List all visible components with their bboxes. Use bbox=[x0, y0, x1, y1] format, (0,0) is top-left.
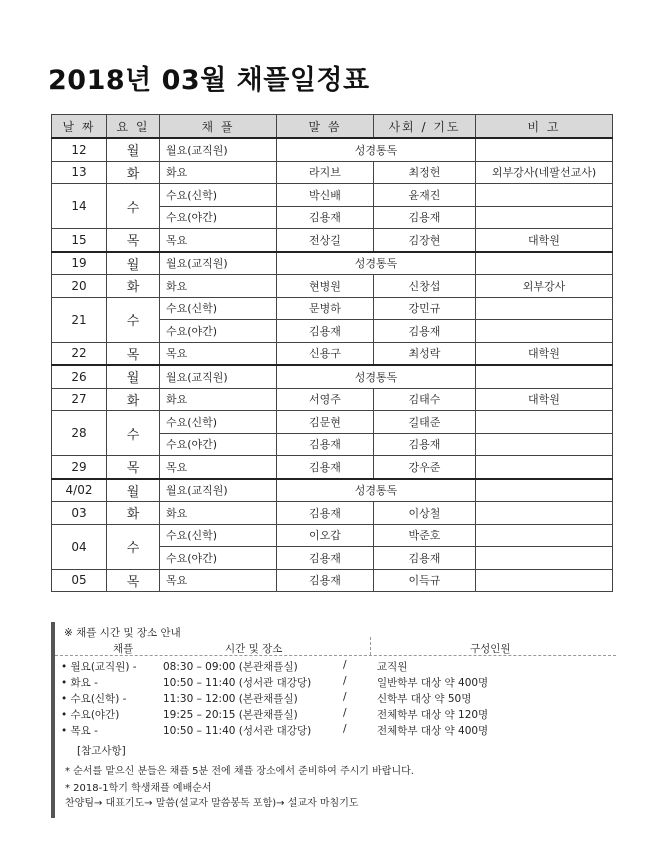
chapel-cell: 월요(교직원) bbox=[160, 138, 277, 161]
chapel-cell: 화요 bbox=[160, 275, 277, 298]
chapel-schedule-table bbox=[51, 114, 613, 592]
leader-cell: 김태수 bbox=[374, 388, 476, 411]
day-cell: 화 bbox=[107, 502, 160, 525]
speaker-cell: 김용재 bbox=[277, 502, 374, 525]
day-cell: 화 bbox=[107, 275, 160, 298]
speaker-cell: 문병하 bbox=[277, 297, 374, 320]
date-cell: 22 bbox=[52, 342, 107, 365]
speaker-cell: 김용재 bbox=[277, 433, 374, 456]
guide-chapel-label: • 화요 - bbox=[61, 677, 98, 689]
chapel-cell: 목요 bbox=[160, 456, 277, 479]
guide-col-time: 시간 및 장소 bbox=[225, 643, 283, 655]
table-row bbox=[52, 411, 613, 434]
chapel-cell: 화요 bbox=[160, 502, 277, 525]
leader-cell: 강우준 bbox=[374, 456, 476, 479]
table-row bbox=[52, 569, 613, 592]
guide-members: 전체학부 대상 약 120명 bbox=[377, 709, 489, 721]
date-cell: 4/02 bbox=[52, 479, 107, 502]
table-row bbox=[52, 138, 613, 161]
reference-title: [참고사항] bbox=[77, 745, 126, 757]
reference-note: 찬양팀→ 대표기도→ 말씀(설교자 말씀봉독 포함)→ 설교자 마침기도 bbox=[65, 798, 359, 809]
date-cell: 14 bbox=[52, 184, 107, 229]
date-cell: 05 bbox=[52, 569, 107, 592]
remark-cell bbox=[476, 411, 613, 434]
chapel-guide-box bbox=[51, 622, 616, 818]
date-cell: 19 bbox=[52, 252, 107, 275]
guide-chapel-label: • 수요(신학) - bbox=[61, 693, 127, 705]
remark-cell bbox=[476, 547, 613, 570]
leader-cell: 최정헌 bbox=[374, 161, 476, 184]
guide-chapel-label: • 목요 - bbox=[61, 725, 98, 737]
leader-cell: 길태준 bbox=[374, 411, 476, 434]
leader-cell: 강민규 bbox=[374, 297, 476, 320]
leader-cell: 윤재진 bbox=[374, 184, 476, 207]
table-row bbox=[52, 524, 613, 547]
remark-cell: 외부강사 bbox=[476, 275, 613, 298]
header-date: 날 짜 bbox=[52, 115, 107, 139]
date-cell: 29 bbox=[52, 456, 107, 479]
chapel-cell: 월요(교직원) bbox=[160, 365, 277, 388]
guide-slash: / bbox=[343, 707, 347, 719]
guide-time-place: 08:30 – 09:00 (본관채플실) bbox=[163, 661, 298, 673]
table-row bbox=[52, 342, 613, 365]
day-cell: 목 bbox=[107, 569, 160, 592]
guide-members: 전체학부 대상 약 400명 bbox=[377, 725, 489, 737]
speaker-cell: 김용재 bbox=[277, 569, 374, 592]
bible-reading-cell: 성경통독 bbox=[277, 479, 476, 502]
remark-cell bbox=[476, 524, 613, 547]
chapel-cell: 수요(신학) bbox=[160, 297, 277, 320]
day-cell: 목 bbox=[107, 342, 160, 365]
guide-time-place: 19:25 – 20:15 (본관채플실) bbox=[163, 709, 298, 721]
chapel-cell: 수요(야간) bbox=[160, 320, 277, 343]
remark-cell: 대학원 bbox=[476, 388, 613, 411]
chapel-cell: 월요(교직원) bbox=[160, 479, 277, 502]
header-day: 요 일 bbox=[107, 115, 160, 139]
guide-col-members: 구성인원 bbox=[470, 643, 511, 655]
guide-column-header bbox=[55, 641, 616, 656]
remark-cell: 대학원 bbox=[476, 342, 613, 365]
table-row bbox=[52, 229, 613, 252]
chapel-cell: 월요(교직원) bbox=[160, 252, 277, 275]
date-cell: 12 bbox=[52, 138, 107, 161]
day-cell: 목 bbox=[107, 229, 160, 252]
day-cell: 수 bbox=[107, 184, 160, 229]
leader-cell: 이상철 bbox=[374, 502, 476, 525]
remark-cell bbox=[476, 252, 613, 275]
remark-cell bbox=[476, 184, 613, 207]
leader-cell: 이득규 bbox=[374, 569, 476, 592]
date-cell: 03 bbox=[52, 502, 107, 525]
reference-note: * 순서를 맡으신 분들은 채플 5분 전에 채플 장소에서 준비하여 주시기 바랍니다. bbox=[65, 766, 414, 777]
guide-slash: / bbox=[343, 691, 347, 703]
remark-cell bbox=[476, 138, 613, 161]
date-cell: 26 bbox=[52, 365, 107, 388]
table-row bbox=[52, 456, 613, 479]
remark-cell: 외부강사(네팔선교사) bbox=[476, 161, 613, 184]
leader-cell: 김용재 bbox=[374, 206, 476, 229]
speaker-cell: 김용재 bbox=[277, 320, 374, 343]
speaker-cell: 현병원 bbox=[277, 275, 374, 298]
table-row bbox=[52, 252, 613, 275]
guide-members: 교직원 bbox=[377, 661, 408, 673]
guide-chapel-label: • 수요(야간) bbox=[61, 709, 120, 721]
remark-cell bbox=[476, 456, 613, 479]
speaker-cell: 김용재 bbox=[277, 456, 374, 479]
date-cell: 21 bbox=[52, 297, 107, 342]
leader-cell: 김장현 bbox=[374, 229, 476, 252]
remark-cell bbox=[476, 320, 613, 343]
bible-reading-cell: 성경통독 bbox=[277, 138, 476, 161]
chapel-cell: 수요(신학) bbox=[160, 524, 277, 547]
day-cell: 수 bbox=[107, 524, 160, 569]
chapel-cell: 수요(야간) bbox=[160, 433, 277, 456]
day-cell: 목 bbox=[107, 456, 160, 479]
table-row bbox=[52, 161, 613, 184]
guide-heading: ※ 채플 시간 및 장소 안내 bbox=[64, 627, 181, 639]
speaker-cell: 박신배 bbox=[277, 184, 374, 207]
chapel-cell: 수요(야간) bbox=[160, 206, 277, 229]
remark-cell bbox=[476, 479, 613, 502]
table-row bbox=[52, 275, 613, 298]
chapel-cell: 화요 bbox=[160, 161, 277, 184]
remark-cell bbox=[476, 365, 613, 388]
speaker-cell: 김용재 bbox=[277, 547, 374, 570]
speaker-cell: 김용재 bbox=[277, 206, 374, 229]
chapel-cell: 목요 bbox=[160, 342, 277, 365]
table-row bbox=[52, 184, 613, 207]
date-cell: 28 bbox=[52, 411, 107, 456]
header-chapel: 채 플 bbox=[160, 115, 277, 139]
remark-cell bbox=[476, 297, 613, 320]
date-cell: 20 bbox=[52, 275, 107, 298]
date-cell: 15 bbox=[52, 229, 107, 252]
chapel-cell: 수요(신학) bbox=[160, 411, 277, 434]
day-cell: 월 bbox=[107, 138, 160, 161]
remark-cell: 대학원 bbox=[476, 229, 613, 252]
speaker-cell: 라지브 bbox=[277, 161, 374, 184]
date-cell: 04 bbox=[52, 524, 107, 569]
day-cell: 수 bbox=[107, 297, 160, 342]
chapel-cell: 수요(야간) bbox=[160, 547, 277, 570]
guide-chapel-label: • 월요(교직원) - bbox=[61, 661, 137, 673]
header-leader: 사회 / 기도 bbox=[374, 115, 476, 139]
day-cell: 월 bbox=[107, 252, 160, 275]
guide-column-divider bbox=[370, 637, 371, 655]
guide-members: 일반학부 대상 약 400명 bbox=[377, 677, 489, 689]
day-cell: 화 bbox=[107, 388, 160, 411]
table-row bbox=[52, 297, 613, 320]
guide-slash: / bbox=[343, 659, 347, 671]
leader-cell: 김용재 bbox=[374, 433, 476, 456]
speaker-cell: 신용구 bbox=[277, 342, 374, 365]
leader-cell: 김용재 bbox=[374, 320, 476, 343]
leader-cell: 최성락 bbox=[374, 342, 476, 365]
reference-note: * 2018-1학기 학생채플 예배순서 bbox=[65, 783, 212, 794]
guide-col-chapel: 채플 bbox=[113, 643, 134, 655]
guide-members: 신학부 대상 약 50명 bbox=[377, 693, 472, 705]
day-cell: 수 bbox=[107, 411, 160, 456]
chapel-cell: 화요 bbox=[160, 388, 277, 411]
table-row bbox=[52, 479, 613, 502]
day-cell: 월 bbox=[107, 479, 160, 502]
speaker-cell: 김문현 bbox=[277, 411, 374, 434]
bible-reading-cell: 성경통독 bbox=[277, 365, 476, 388]
table-row bbox=[52, 502, 613, 525]
leader-cell: 박준호 bbox=[374, 524, 476, 547]
date-cell: 27 bbox=[52, 388, 107, 411]
bible-reading-cell: 성경통독 bbox=[277, 252, 476, 275]
remark-cell bbox=[476, 206, 613, 229]
day-cell: 월 bbox=[107, 365, 160, 388]
speaker-cell: 전상길 bbox=[277, 229, 374, 252]
speaker-cell: 서영주 bbox=[277, 388, 374, 411]
guide-time-place: 11:30 – 12:00 (본관채플실) bbox=[163, 693, 298, 705]
guide-time-place: 10:50 – 11:40 (성서관 대강당) bbox=[163, 677, 312, 689]
remark-cell bbox=[476, 569, 613, 592]
guide-slash: / bbox=[343, 675, 347, 687]
date-cell: 13 bbox=[52, 161, 107, 184]
page-title: 2018년 03월 채플일정표 bbox=[48, 65, 370, 96]
day-cell: 화 bbox=[107, 161, 160, 184]
speaker-cell: 이오갑 bbox=[277, 524, 374, 547]
table-header-row bbox=[52, 115, 613, 139]
header-speaker: 말 씀 bbox=[277, 115, 374, 139]
chapel-cell: 목요 bbox=[160, 229, 277, 252]
guide-time-place: 10:50 – 11:40 (성서관 대강당) bbox=[163, 725, 312, 737]
table-row bbox=[52, 388, 613, 411]
header-remark: 비 고 bbox=[476, 115, 613, 139]
leader-cell: 김용재 bbox=[374, 547, 476, 570]
leader-cell: 신창섭 bbox=[374, 275, 476, 298]
remark-cell bbox=[476, 502, 613, 525]
chapel-cell: 목요 bbox=[160, 569, 277, 592]
remark-cell bbox=[476, 433, 613, 456]
chapel-cell: 수요(신학) bbox=[160, 184, 277, 207]
table-row bbox=[52, 365, 613, 388]
guide-slash: / bbox=[343, 723, 347, 735]
